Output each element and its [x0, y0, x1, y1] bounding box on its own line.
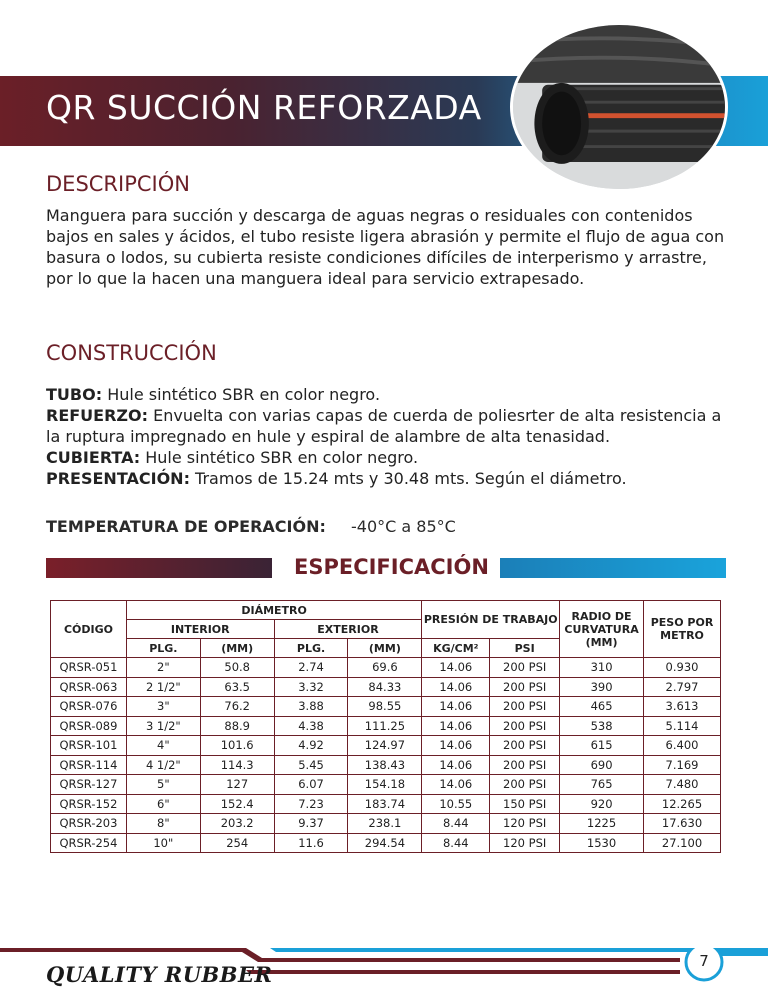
table-cell: 14.06: [422, 716, 490, 736]
table-cell: 6": [126, 794, 200, 814]
table-cell: 203.2: [200, 814, 274, 834]
table-cell: 690: [560, 755, 644, 775]
table-cell: 10.55: [422, 794, 490, 814]
table-row: [51, 697, 721, 717]
header-presion: PRESIÓN DE TRABAJO: [422, 601, 560, 639]
table-row: [51, 814, 721, 834]
table-cell: 310: [560, 658, 644, 678]
temperatura-value: -40°C a 85°C: [350, 517, 456, 536]
table-row: [51, 658, 721, 678]
table-cell: 154.18: [348, 775, 422, 795]
table-cell: 200 PSI: [490, 716, 560, 736]
table-cell: 200 PSI: [490, 697, 560, 717]
table-cell: 14.06: [422, 658, 490, 678]
table-cell: 8.44: [422, 833, 490, 853]
table-cell: QRSR-089: [51, 716, 127, 736]
header-plg-exterior: PLG.: [274, 639, 348, 658]
header-peso: PESO POR METRO: [644, 601, 721, 658]
table-cell: 4.92: [274, 736, 348, 756]
descripcion-text: Manguera para succión y descarga de aguas negras o residuales con contenidos bajos en sales y ácidos, el tubo resiste ligera abrasión y permite el flujo de agua con basura o lodos, su cubierta resiste condiciones difíciles de interperismo y arrastre, por lo que la hacen una manguera ideal para servicio extrapesado.: [46, 206, 725, 288]
table-cell: QRSR-076: [51, 697, 127, 717]
table-cell: 2": [126, 658, 200, 678]
table-cell: 50.8: [200, 658, 274, 678]
table-cell: 200 PSI: [490, 658, 560, 678]
table-cell: 2 1/2": [126, 677, 200, 697]
table-cell: 4 1/2": [126, 755, 200, 775]
temperatura-line: [46, 517, 456, 536]
temperatura-label: TEMPERATURA DE OPERACIÓN:: [46, 517, 326, 536]
header-kgcm2: KG/CM²: [422, 639, 490, 658]
table-cell: 4": [126, 736, 200, 756]
table-cell: 3.88: [274, 697, 348, 717]
page-number: 7: [699, 952, 709, 970]
header-radio: RADIO DE CURVATURA (MM): [560, 601, 644, 658]
table-cell: 1530: [560, 833, 644, 853]
quality-rubber-logo: QUALITY RUBBER: [46, 962, 273, 987]
table-cell: 9.37: [274, 814, 348, 834]
table-cell: 4.38: [274, 716, 348, 736]
spec-left-bar: [46, 558, 272, 578]
page-title: QR SUCCIÓN REFORZADA: [46, 88, 482, 127]
construccion-item-tubo: TUBO: Hule sintético SBR en color negro.: [46, 385, 381, 404]
table-cell: 2.797: [644, 677, 721, 697]
table-cell: QRSR-254: [51, 833, 127, 853]
table-cell: 615: [560, 736, 644, 756]
table-cell: 12.265: [644, 794, 721, 814]
header-mm-exterior: (MM): [348, 639, 422, 658]
table-cell: 84.33: [348, 677, 422, 697]
table-cell: QRSR-051: [51, 658, 127, 678]
descripcion-title: DESCRIPCIÓN: [46, 172, 190, 196]
construccion-list: [46, 384, 726, 489]
header-interior: INTERIOR: [126, 620, 274, 639]
table-cell: 3.32: [274, 677, 348, 697]
table-cell: 14.06: [422, 697, 490, 717]
table-row: [51, 677, 721, 697]
header-plg-interior: PLG.: [126, 639, 200, 658]
header-mm-interior: (MM): [200, 639, 274, 658]
construccion-item-presentacion: PRESENTACIÓN: Tramos de 15.24 mts y 30.48 mts. Según el diámetro.: [46, 469, 627, 488]
table-cell: 6.07: [274, 775, 348, 795]
table-cell: 254: [200, 833, 274, 853]
table-cell: 200 PSI: [490, 736, 560, 756]
table-cell: 5": [126, 775, 200, 795]
table-row: [51, 775, 721, 795]
table-cell: 138.43: [348, 755, 422, 775]
table-cell: 465: [560, 697, 644, 717]
spec-right-bar: [500, 558, 726, 578]
table-row: [51, 716, 721, 736]
construccion-item-cubierta: CUBIERTA: Hule sintético SBR en color negro.: [46, 448, 419, 467]
table-cell: 10": [126, 833, 200, 853]
table-cell: 238.1: [348, 814, 422, 834]
table-cell: 7.23: [274, 794, 348, 814]
table-cell: 150 PSI: [490, 794, 560, 814]
table-cell: 124.97: [348, 736, 422, 756]
table-cell: 920: [560, 794, 644, 814]
spec-table: [50, 600, 721, 853]
construccion-title: CONSTRUCCIÓN: [46, 341, 217, 365]
table-cell: 111.25: [348, 716, 422, 736]
table-cell: 200 PSI: [490, 775, 560, 795]
table-cell: QRSR-203: [51, 814, 127, 834]
table-cell: 11.6: [274, 833, 348, 853]
table-cell: 2.74: [274, 658, 348, 678]
table-row: [51, 833, 721, 853]
table-cell: QRSR-114: [51, 755, 127, 775]
table-cell: 0.930: [644, 658, 721, 678]
spec-table-body: [51, 658, 721, 853]
table-cell: 120 PSI: [490, 814, 560, 834]
table-cell: 390: [560, 677, 644, 697]
table-cell: 101.6: [200, 736, 274, 756]
header-psi: PSI: [490, 639, 560, 658]
table-cell: 8.44: [422, 814, 490, 834]
table-cell: 3.613: [644, 697, 721, 717]
table-cell: 538: [560, 716, 644, 736]
table-cell: 88.9: [200, 716, 274, 736]
table-cell: 5.114: [644, 716, 721, 736]
table-cell: 7.480: [644, 775, 721, 795]
table-row: [51, 794, 721, 814]
table-cell: QRSR-152: [51, 794, 127, 814]
table-cell: 98.55: [348, 697, 422, 717]
table-cell: 17.630: [644, 814, 721, 834]
table-cell: 120 PSI: [490, 833, 560, 853]
table-cell: 152.4: [200, 794, 274, 814]
table-cell: 14.06: [422, 736, 490, 756]
table-row: [51, 755, 721, 775]
table-row: [51, 736, 721, 756]
table-cell: 63.5: [200, 677, 274, 697]
especificacion-title: ESPECIFICACIÓN: [294, 555, 489, 579]
table-cell: 14.06: [422, 775, 490, 795]
table-cell: 294.54: [348, 833, 422, 853]
table-cell: 8": [126, 814, 200, 834]
table-cell: 183.74: [348, 794, 422, 814]
table-cell: 127: [200, 775, 274, 795]
table-cell: 7.169: [644, 755, 721, 775]
header-exterior: EXTERIOR: [274, 620, 422, 639]
table-cell: 76.2: [200, 697, 274, 717]
table-cell: QRSR-101: [51, 736, 127, 756]
table-cell: 1225: [560, 814, 644, 834]
header-diametro: DIÁMETRO: [126, 601, 421, 620]
table-cell: 200 PSI: [490, 755, 560, 775]
table-cell: QRSR-063: [51, 677, 127, 697]
construccion-item-refuerzo: REFUERZO: Envuelta con varias capas de cuerda de poliesrter de alta resistencia a la ruptura impregnado en hule y espiral de alambre de alta tenasidad.: [46, 406, 722, 446]
table-cell: 5.45: [274, 755, 348, 775]
header-codigo: CÓDIGO: [51, 601, 127, 658]
table-cell: 114.3: [200, 755, 274, 775]
table-cell: 14.06: [422, 677, 490, 697]
table-cell: 14.06: [422, 755, 490, 775]
table-cell: 6.400: [644, 736, 721, 756]
table-cell: 3": [126, 697, 200, 717]
table-cell: 27.100: [644, 833, 721, 853]
table-cell: 200 PSI: [490, 677, 560, 697]
table-cell: 69.6: [348, 658, 422, 678]
table-cell: 765: [560, 775, 644, 795]
hose-photo: [510, 22, 728, 192]
table-cell: 3 1/2": [126, 716, 200, 736]
table-cell: QRSR-127: [51, 775, 127, 795]
